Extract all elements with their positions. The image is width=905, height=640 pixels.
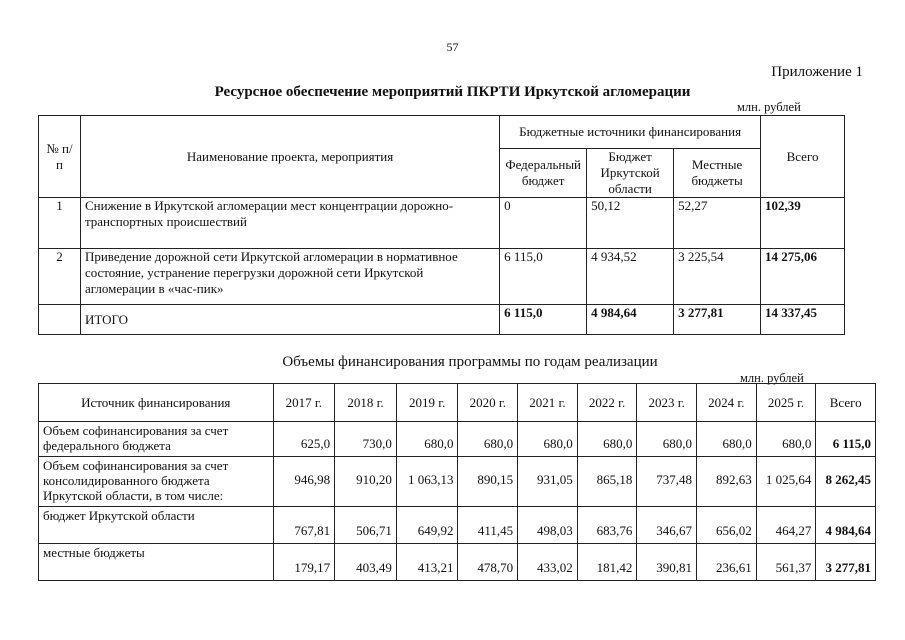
total-row-total: 14 337,45 — [761, 305, 845, 335]
total-row-num — [39, 305, 81, 335]
header-year-2025: 2025 г. — [756, 384, 816, 422]
row-value: 767,81 — [273, 507, 335, 544]
table-row — [39, 544, 876, 581]
funding-table-title: Объемы финансирования программы по годам реализации — [282, 354, 658, 370]
row-value: 625,0 — [273, 422, 335, 457]
table-header-row — [39, 384, 876, 422]
appendix-label: Приложение 1 — [771, 64, 863, 80]
row-value: 236,61 — [697, 544, 757, 581]
row-value: 865,18 — [577, 457, 637, 507]
row-value: 390,81 — [637, 544, 697, 581]
row-value: 946,98 — [273, 457, 335, 507]
row-value: 403,49 — [335, 544, 397, 581]
funding-by-year-table — [38, 383, 876, 581]
header-year-2019: 2019 г. — [396, 384, 458, 422]
header-year-2023: 2023 г. — [637, 384, 697, 422]
row-source: Объем софинансирования за счет консолидированного бюджета Иркутской области, в том числе: — [39, 457, 274, 507]
header-year-2017: 2017 г. — [273, 384, 335, 422]
header-num: № п/п — [39, 116, 81, 198]
header-year-2022: 2022 г. — [577, 384, 637, 422]
row-value: 181,42 — [577, 544, 637, 581]
row-value: 1 063,13 — [396, 457, 458, 507]
table-row — [39, 507, 876, 544]
row-total: 102,39 — [761, 198, 845, 249]
row-value: 413,21 — [396, 544, 458, 581]
row-value: 680,0 — [396, 422, 458, 457]
resource-table-unit: млн. рублей — [737, 100, 801, 114]
row-value: 506,71 — [335, 507, 397, 544]
table-row — [39, 457, 876, 507]
row-value: 680,0 — [637, 422, 697, 457]
row-value: 411,45 — [458, 507, 518, 544]
row-value: 498,03 — [518, 507, 578, 544]
row-value: 680,0 — [577, 422, 637, 457]
header-budget-sources: Бюджетные источники финансирования — [500, 116, 761, 149]
funding-table-unit: млн. рублей — [740, 371, 804, 385]
total-row-irkutsk: 4 984,64 — [587, 305, 674, 335]
row-value: 737,48 — [637, 457, 697, 507]
row-total: 14 275,06 — [761, 249, 845, 305]
row-source: Объем софинансирования за счет федерального бюджета — [39, 422, 274, 457]
header-irkutsk: Бюджет Иркутской области — [587, 149, 674, 198]
header-total: Всего — [761, 116, 845, 198]
row-value: 730,0 — [335, 422, 397, 457]
row-local: 3 225,54 — [674, 249, 761, 305]
row-irkutsk: 50,12 — [587, 198, 674, 249]
row-value: 478,70 — [458, 544, 518, 581]
resource-table — [38, 115, 845, 335]
row-value: 931,05 — [518, 457, 578, 507]
row-value: 179,17 — [273, 544, 335, 581]
total-row-local: 3 277,81 — [674, 305, 761, 335]
row-value: 680,0 — [518, 422, 578, 457]
total-row — [39, 305, 845, 335]
row-value: 346,67 — [637, 507, 697, 544]
table-row — [39, 198, 845, 249]
row-source: бюджет Иркутской области — [39, 507, 274, 544]
row-federal: 0 — [500, 198, 587, 249]
row-value: 680,0 — [697, 422, 757, 457]
row-value: 892,63 — [697, 457, 757, 507]
total-row-federal: 6 115,0 — [500, 305, 587, 335]
header-year-2021: 2021 г. — [518, 384, 578, 422]
header-total: Всего — [816, 384, 876, 422]
header-year-2020: 2020 г. — [458, 384, 518, 422]
row-value: 464,27 — [756, 507, 816, 544]
row-name: Снижение в Иркутской агломерации мест концентрации дорожно-транспортных происшествий — [80, 198, 499, 249]
row-value: 680,0 — [756, 422, 816, 457]
row-irkutsk: 4 934,52 — [587, 249, 674, 305]
header-year-2024: 2024 г. — [697, 384, 757, 422]
header-local: Местные бюджеты — [674, 149, 761, 198]
row-total: 6 115,0 — [816, 422, 876, 457]
row-total: 3 277,81 — [816, 544, 876, 581]
header-name: Наименование проекта, мероприятия — [80, 116, 499, 198]
row-value: 433,02 — [518, 544, 578, 581]
row-value: 680,0 — [458, 422, 518, 457]
row-federal: 6 115,0 — [500, 249, 587, 305]
header-source: Источник финансирования — [39, 384, 274, 422]
row-value: 561,37 — [756, 544, 816, 581]
row-value: 683,76 — [577, 507, 637, 544]
row-value: 656,02 — [697, 507, 757, 544]
row-source: местные бюджеты — [39, 544, 274, 581]
table-row — [39, 249, 845, 305]
row-total: 8 262,45 — [816, 457, 876, 507]
row-value: 1 025,64 — [756, 457, 816, 507]
row-total: 4 984,64 — [816, 507, 876, 544]
row-num: 2 — [39, 249, 81, 305]
page-number: 57 — [446, 40, 459, 54]
row-num: 1 — [39, 198, 81, 249]
row-local: 52,27 — [674, 198, 761, 249]
row-value: 890,15 — [458, 457, 518, 507]
header-federal: Федеральный бюджет — [500, 149, 587, 198]
row-value: 910,20 — [335, 457, 397, 507]
header-year-2018: 2018 г. — [335, 384, 397, 422]
resource-table-title: Ресурсное обеспечение мероприятий ПКРТИ Иркутской агломерации — [214, 84, 691, 100]
row-name: Приведение дорожной сети Иркутской агломерации в нормативное состояние, устранение перегрузки дорожной сети Иркутской агломерации в «час-пик» — [80, 249, 499, 305]
table-row — [39, 422, 876, 457]
total-row-label: ИТОГО — [80, 305, 499, 335]
row-value: 649,92 — [396, 507, 458, 544]
